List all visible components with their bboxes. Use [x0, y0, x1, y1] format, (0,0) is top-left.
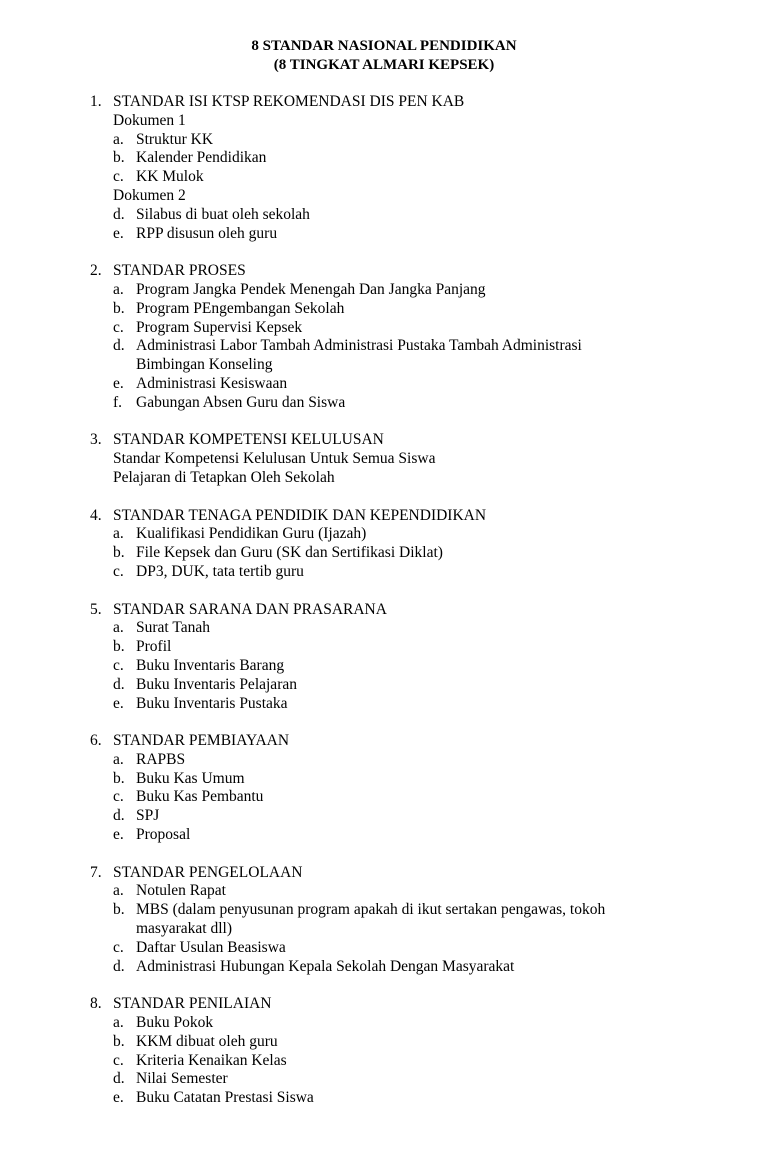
- item-letter: d.: [113, 675, 125, 693]
- standard-section: [0, 864, 768, 977]
- list-item: [0, 958, 768, 977]
- item-text: Program Supervisi Kepsek: [136, 318, 303, 336]
- item-text: DP3, DUK, tata tertib guru: [136, 562, 304, 580]
- list-item: [0, 187, 768, 206]
- item-letter: d.: [113, 1070, 125, 1088]
- standard-section: [0, 732, 768, 845]
- section-number: 3.: [90, 431, 102, 449]
- list-item: [0, 563, 768, 582]
- list-item: [0, 375, 768, 394]
- section-heading-line: [0, 995, 768, 1014]
- item-letter: e.: [113, 826, 124, 844]
- item-letter: a.: [113, 619, 124, 637]
- list-item: [0, 300, 768, 319]
- item-letter: c.: [113, 318, 124, 336]
- item-letter: d.: [113, 205, 125, 223]
- standard-section: [0, 601, 768, 714]
- list-item: [0, 901, 768, 920]
- item-letter: c.: [113, 168, 124, 186]
- list-item: [0, 676, 768, 695]
- item-text: Administrasi Kesiswaan: [136, 374, 288, 392]
- item-text: Gabungan Absen Guru dan Siswa: [136, 393, 346, 411]
- subheading-text: Dokumen 2: [113, 186, 186, 204]
- item-letter: b.: [113, 544, 125, 562]
- item-letter: d.: [113, 957, 125, 975]
- item-text: Daftar Usulan Beasiswa: [136, 938, 286, 956]
- list-item: [0, 1070, 768, 1089]
- list-item: [0, 394, 768, 413]
- section-heading: STANDAR SARANA DAN PRASARANA: [113, 600, 387, 618]
- list-item: [0, 826, 768, 845]
- section-heading-line: [0, 732, 768, 751]
- section-heading-line: [0, 93, 768, 112]
- section-number: 7.: [90, 863, 102, 881]
- item-letter: b.: [113, 1032, 125, 1050]
- item-text: Program Jangka Pendek Menengah Dan Jangka Panjang: [136, 280, 486, 298]
- item-text: MBS (dalam penyusunan program apakah di ikut sertakan pengawas, tokoh: [136, 901, 606, 919]
- item-text: Buku Inventaris Barang: [136, 656, 285, 674]
- list-item: [0, 939, 768, 958]
- section-number: 1.: [90, 93, 102, 110]
- item-letter: b.: [113, 299, 125, 317]
- item-text: Buku Kas Umum: [136, 769, 245, 787]
- item-text: Buku Kas Pembantu: [136, 788, 264, 806]
- section-heading: STANDAR PROSES: [113, 262, 246, 280]
- list-item: [0, 112, 768, 131]
- item-letter: e.: [113, 694, 124, 712]
- item-text: Administrasi Labor Tambah Administrasi Pustaka Tambah Administrasi: [136, 337, 582, 355]
- section-heading-line: [0, 431, 768, 450]
- item-text: KKM dibuat oleh guru: [136, 1032, 278, 1050]
- section-number: 4.: [90, 506, 102, 524]
- section-heading-line: [0, 601, 768, 620]
- list-item: [0, 450, 768, 469]
- section-number: 8.: [90, 995, 102, 1013]
- item-text: Buku Pokok: [136, 1014, 214, 1032]
- item-text: SPJ: [136, 807, 160, 825]
- section-number: 6.: [90, 732, 102, 750]
- section-heading-line: [0, 507, 768, 526]
- item-text: Kriteria Kenaikan Kelas: [136, 1051, 287, 1069]
- item-text: Notulen Rapat: [136, 882, 226, 900]
- item-letter: a.: [113, 280, 124, 298]
- list-item: [0, 168, 768, 187]
- standard-section: [0, 431, 768, 487]
- list-item: [0, 1014, 768, 1033]
- item-text: RPP disusun oleh guru: [136, 224, 278, 242]
- list-item: [0, 657, 768, 676]
- item-text: Buku Inventaris Pustaka: [136, 694, 288, 712]
- item-text: Administrasi Hubungan Kepala Sekolah Dengan Masyarakat: [136, 957, 515, 975]
- item-letter: a.: [113, 130, 124, 148]
- item-text: Buku Inventaris Pelajaran: [136, 675, 297, 693]
- standard-section: [0, 93, 768, 243]
- item-text: Proposal: [136, 826, 191, 844]
- item-text: Kualifikasi Pendidikan Guru (Ijazah): [136, 525, 367, 543]
- item-text: Nilai Semester: [136, 1070, 228, 1088]
- standard-section: [0, 507, 768, 582]
- item-text: Profil: [136, 638, 172, 656]
- item-letter: c.: [113, 656, 124, 674]
- section-heading: STANDAR PEMBIAYAAN: [113, 732, 290, 750]
- list-item: [0, 469, 768, 488]
- list-item: [0, 337, 768, 356]
- list-item: [0, 356, 768, 375]
- subheading-text: Dokumen 1: [113, 111, 186, 129]
- item-letter: b.: [113, 769, 125, 787]
- list-item: [0, 882, 768, 901]
- item-letter: f.: [113, 393, 123, 411]
- item-letter: e.: [113, 224, 124, 242]
- item-text: Silabus di buat oleh sekolah: [136, 205, 310, 223]
- section-heading: STANDAR ISI KTSP REKOMENDASI DIS PEN KAB: [113, 93, 465, 110]
- list-item: [0, 1033, 768, 1052]
- item-letter: b.: [113, 638, 125, 656]
- item-letter: c.: [113, 562, 124, 580]
- list-item: [0, 131, 768, 150]
- item-letter: a.: [113, 1014, 124, 1032]
- list-item: [0, 1052, 768, 1071]
- item-text: Program PEngembangan Sekolah: [136, 299, 345, 317]
- section-number: 2.: [90, 262, 102, 280]
- item-text: Kalender Pendidikan: [136, 149, 267, 167]
- list-item: [0, 149, 768, 168]
- item-letter: d.: [113, 807, 125, 825]
- subheading-text: Standar Kompetensi Kelulusan Untuk Semua Siswa: [113, 450, 436, 468]
- item-text: Surat Tanah: [136, 619, 210, 637]
- section-heading-line: [0, 864, 768, 883]
- item-letter: d.: [113, 337, 125, 355]
- item-letter: c.: [113, 938, 124, 956]
- item-continuation: masyarakat dll): [136, 920, 232, 938]
- section-heading: STANDAR PENGELOLAAN: [113, 863, 303, 881]
- list-item: [0, 788, 768, 807]
- item-text: File Kepsek dan Guru (SK dan Sertifikasi Diklat): [136, 544, 443, 562]
- list-item: [0, 1089, 768, 1108]
- item-text: Struktur KK: [136, 130, 214, 148]
- document-title: 8 STANDAR NASIONAL PENDIDIKAN: [251, 38, 517, 54]
- item-letter: b.: [113, 149, 125, 167]
- list-item: [0, 281, 768, 300]
- list-item: [0, 807, 768, 826]
- list-item: [0, 225, 768, 244]
- item-letter: a.: [113, 750, 124, 768]
- item-letter: a.: [113, 525, 124, 543]
- list-item: [0, 638, 768, 657]
- list-item: [0, 206, 768, 225]
- item-letter: c.: [113, 1051, 124, 1069]
- standard-section: [0, 262, 768, 412]
- item-letter: e.: [113, 374, 124, 392]
- item-text: RAPBS: [136, 750, 186, 768]
- item-letter: e.: [113, 1089, 124, 1107]
- item-letter: b.: [113, 901, 125, 919]
- list-item: [0, 920, 768, 939]
- section-heading: STANDAR TENAGA PENDIDIK DAN KEPENDIDIKAN: [113, 506, 487, 524]
- list-item: [0, 525, 768, 544]
- item-letter: c.: [113, 788, 124, 806]
- list-item: [0, 770, 768, 789]
- section-heading-line: [0, 262, 768, 281]
- subheading-text: Pelajaran di Tetapkan Oleh Sekolah: [113, 468, 335, 486]
- section-number: 5.: [90, 600, 102, 618]
- section-heading: STANDAR KOMPETENSI KELULUSAN: [113, 431, 384, 449]
- section-heading: STANDAR PENILAIAN: [113, 995, 272, 1013]
- list-item: [0, 319, 768, 338]
- item-letter: a.: [113, 882, 124, 900]
- standard-section: [0, 995, 768, 1108]
- list-item: [0, 751, 768, 770]
- list-item: [0, 544, 768, 563]
- item-text: Buku Catatan Prestasi Siswa: [136, 1089, 314, 1107]
- document-subtitle: (8 TINGKAT ALMARI KEPSEK): [273, 57, 495, 73]
- item-continuation: Bimbingan Konseling: [136, 356, 273, 374]
- list-item: [0, 619, 768, 638]
- list-item: [0, 695, 768, 714]
- standards-list: [0, 93, 768, 1127]
- item-text: KK Mulok: [136, 168, 204, 186]
